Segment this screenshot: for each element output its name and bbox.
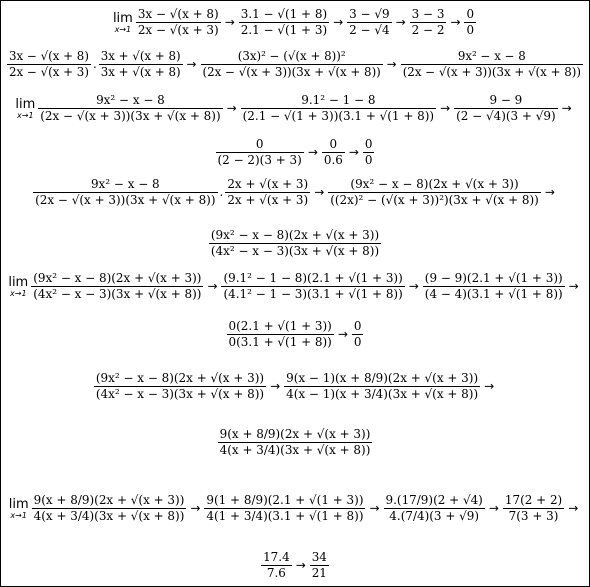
fraction-denominator: 4(x + 3/4)(3x + √(x + 8)) <box>33 508 185 523</box>
multiply-dot: . <box>219 184 224 199</box>
limit-operator <box>113 12 133 34</box>
fraction <box>261 552 292 580</box>
fraction <box>94 373 266 401</box>
fraction <box>239 9 329 37</box>
fraction <box>216 139 304 167</box>
fraction-denominator: (4 − 4)(3.1 + √(1 + 8)) <box>424 286 563 301</box>
fraction <box>32 495 187 523</box>
arrow-symbol: → <box>561 100 572 115</box>
fraction-numerator: 3 − √9 <box>349 7 390 21</box>
equation-line <box>5 179 585 207</box>
fraction-numerator: 2x + √(x + 3) <box>227 177 309 191</box>
fraction-denominator: (2x − √(x + 3))(3x + √(x + 8)) <box>40 108 221 123</box>
fraction-numerator: (9x² − x − 8)(2x + √(x + 3)) <box>210 228 380 242</box>
fraction-numerator: 3 − 3 <box>411 7 445 21</box>
fraction-numerator: 9(x − 1)(x + 8/9)(2x + √(x + 3)) <box>286 371 479 385</box>
limit-label: lim <box>112 10 133 26</box>
fraction-denominator: 4(x + 3/4)(3x + √(x + 8)) <box>219 442 371 457</box>
fraction-numerator: 9x² − x − 8 <box>33 179 217 193</box>
fraction-numerator: 3x + √(x + 8) <box>100 49 181 63</box>
fraction-denominator: (2 − 2)(3 + 3) <box>217 152 302 167</box>
fraction <box>347 9 391 37</box>
arrow-symbol: → <box>568 500 579 515</box>
fraction <box>33 179 217 207</box>
fraction-numerator: 9x² − x − 8 <box>38 95 222 109</box>
arrow-symbol: → <box>337 326 348 341</box>
arrow-symbol: → <box>186 56 197 71</box>
arrow-symbol: → <box>369 500 380 515</box>
fraction-numerator: 9x² − x − 8 <box>401 51 583 65</box>
fraction <box>352 321 364 349</box>
equation-line <box>5 95 585 123</box>
arrow-symbol: → <box>190 500 201 515</box>
fraction-numerator: 0 <box>466 7 475 21</box>
fraction <box>503 495 564 523</box>
fraction <box>204 495 365 523</box>
fraction-numerator: 0 <box>353 319 362 333</box>
fraction <box>218 429 373 457</box>
arrow-symbol: → <box>348 144 359 159</box>
fraction-denominator: 0(3.1 + √(1 + 8)) <box>228 334 332 349</box>
fraction <box>201 51 383 79</box>
fraction <box>384 495 485 523</box>
limit-label: lim <box>15 96 36 112</box>
fraction-numerator: 9 − 9 <box>454 95 558 109</box>
arrow-symbol: → <box>207 278 218 293</box>
fraction-denominator: 0 <box>364 152 373 167</box>
limit-label: lim <box>8 274 29 290</box>
fraction-denominator: ((2x)² − (√(x + 3))²)(3x + √(x + 8)) <box>330 192 539 207</box>
arrow-symbol: → <box>307 144 318 159</box>
fraction-denominator: (2.1 − √(1 + 3))(3.1 + √(1 + 8)) <box>242 108 435 123</box>
arrow-symbol: → <box>544 184 555 199</box>
fraction-numerator: (9 − 9)(2.1 + √(1 + 3)) <box>424 271 563 285</box>
fraction-denominator: (2x − √(x + 3))(3x + √(x + 8)) <box>402 64 581 79</box>
fraction <box>363 139 375 167</box>
fraction-numerator: 17.4 <box>263 550 290 564</box>
fraction-numerator: 17(2 + 2) <box>504 493 563 507</box>
fraction-denominator: (4x² − x − 3)(3x + √(x + 8)) <box>33 286 202 301</box>
equation-line <box>5 273 585 301</box>
limit-subscript: x→1 <box>10 288 27 298</box>
fraction-numerator: 9(x + 8/9)(2x + √(x + 3)) <box>33 493 185 507</box>
arrow-symbol: → <box>226 100 237 115</box>
fraction-numerator: (3x)² − (√(x + 8))² <box>201 51 383 65</box>
equation-line <box>5 321 585 349</box>
fraction <box>31 273 203 301</box>
fraction <box>99 51 183 79</box>
arrow-symbol: → <box>295 557 306 572</box>
fraction-denominator: 0 <box>353 334 362 349</box>
fraction-denominator: 2 − √4 <box>349 22 390 37</box>
fraction <box>284 373 480 401</box>
arrow-symbol: → <box>484 378 495 393</box>
fraction-numerator: 0(2.1 + √(1 + 3)) <box>228 319 332 333</box>
equation-line <box>5 51 585 79</box>
fraction-numerator: 9(1 + 8/9)(2.1 + √(1 + 3)) <box>206 493 364 507</box>
fraction-numerator: 0 <box>364 137 373 151</box>
fraction-numerator: 0 <box>322 139 345 153</box>
fraction-denominator: 0 <box>466 22 475 37</box>
fraction-numerator: (9.1² − 1 − 8)(2.1 + √(1 + 3)) <box>223 271 403 285</box>
fraction-denominator: 4(x − 1)(x + 3/4)(3x + √(x + 8)) <box>286 386 479 401</box>
equation-line <box>5 552 585 580</box>
fraction-denominator: 2 − 2 <box>411 22 445 37</box>
limit-subscript: x→1 <box>17 110 34 120</box>
fraction-denominator: (4x² − x − 3)(3x + √(x + 8)) <box>95 386 265 401</box>
fraction-numerator: (9x² − x − 8)(2x + √(x + 3)) <box>328 179 541 193</box>
fraction <box>38 95 222 123</box>
arrow-symbol: → <box>314 184 325 199</box>
equation-line <box>5 429 585 457</box>
fraction-numerator: 9.(17/9)(2 + √4) <box>385 493 483 507</box>
limit-subscript: x→1 <box>114 24 132 34</box>
equation-line <box>5 373 585 401</box>
arrow-symbol: → <box>488 500 499 515</box>
equation-line <box>5 139 585 167</box>
fraction <box>410 9 447 37</box>
fraction-denominator: 7(3 + 3) <box>508 508 559 523</box>
equation-line <box>5 9 585 37</box>
fraction-numerator: 3x − √(x + 8) <box>9 49 89 63</box>
arrow-symbol: → <box>386 56 397 71</box>
fraction-denominator: 0.6 <box>323 152 343 167</box>
fraction-numerator: (9x² − x − 8)(2x + √(x + 3)) <box>33 271 202 285</box>
fraction-denominator: (2 − √4)(3 + √9) <box>456 108 556 123</box>
fraction-numerator: 9(x + 8/9)(2x + √(x + 3)) <box>219 427 371 441</box>
fraction <box>310 552 329 580</box>
fraction-denominator: 21 <box>311 565 327 580</box>
fraction-numerator: 3x − √(x + 8) <box>137 7 219 21</box>
arrow-symbol: → <box>333 14 344 29</box>
fraction-numerator: 0 <box>216 139 304 153</box>
fraction <box>225 179 310 207</box>
equation-line <box>5 495 585 523</box>
multiply-dot: . <box>92 56 97 71</box>
limit-label: lim <box>8 496 29 512</box>
fraction <box>241 95 436 123</box>
fraction-denominator: 2x − √(x + 3) <box>137 22 219 37</box>
arrow-symbol: → <box>408 278 419 293</box>
fraction-denominator: 4.(7/4)(3 + √9) <box>389 508 480 523</box>
fraction-denominator: 2x + √(x + 3) <box>227 192 309 207</box>
limit-subscript: x→1 <box>10 510 27 520</box>
arrow-symbol: → <box>224 14 235 29</box>
fraction <box>136 9 221 37</box>
fraction-denominator: 2x − √(x + 3) <box>9 64 89 79</box>
limit-operator <box>9 498 29 520</box>
arrow-symbol: → <box>270 378 281 393</box>
arrow-symbol: → <box>395 14 406 29</box>
fraction-denominator: (2x − √(x + 3))(3x + √(x + 8)) <box>202 64 381 79</box>
fraction-denominator: 4(1 + 3/4)(3.1 + √(1 + 8)) <box>206 508 364 523</box>
equation-line <box>5 230 585 258</box>
limit-operator <box>15 98 35 120</box>
fraction-denominator: (4x² − x − 3)(3x + √(x + 8)) <box>210 243 380 258</box>
arrow-symbol: → <box>450 14 461 29</box>
limit-operator <box>8 276 28 298</box>
fraction-denominator: (2x − √(x + 3))(3x + √(x + 8)) <box>35 192 216 207</box>
fraction <box>322 139 345 167</box>
fraction <box>423 273 565 301</box>
fraction-numerator: 34 <box>311 550 327 564</box>
arrow-symbol: → <box>440 100 451 115</box>
fraction <box>328 179 541 207</box>
fraction-denominator: 2.1 − √(1 + 3) <box>240 22 328 37</box>
fraction-denominator: 7.6 <box>266 565 286 580</box>
fraction-denominator: (4.1² − 1 − 3)(3.1 + √(1 + 8)) <box>223 286 403 301</box>
fraction <box>454 95 558 123</box>
arrow-symbol: → <box>568 278 579 293</box>
fraction <box>464 9 476 37</box>
fraction-numerator: 3.1 − √(1 + 8) <box>240 7 328 21</box>
fraction <box>401 51 583 79</box>
fraction <box>7 51 91 79</box>
fraction-denominator: 3x + √(x + 8) <box>100 64 181 79</box>
fraction-numerator: 9.1² − 1 − 8 <box>241 95 436 109</box>
fraction <box>227 321 334 349</box>
fraction <box>209 230 381 258</box>
fraction-numerator: (9x² − x − 8)(2x + √(x + 3)) <box>95 371 265 385</box>
fraction <box>221 273 404 301</box>
